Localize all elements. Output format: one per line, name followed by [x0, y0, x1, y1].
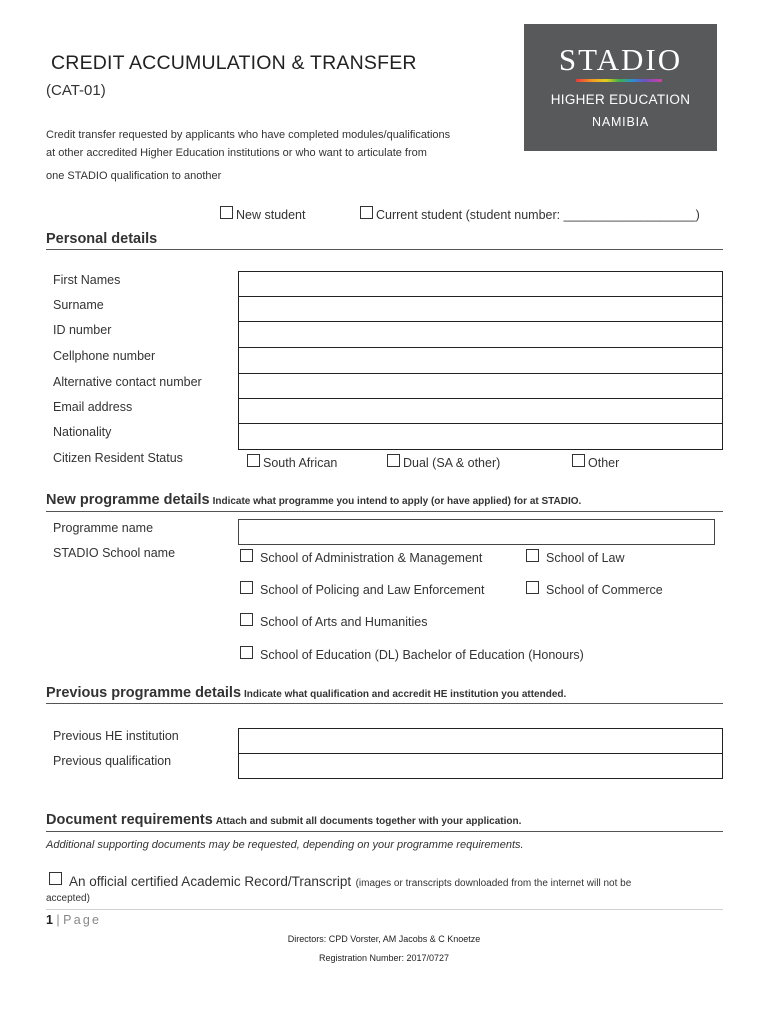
previous-programme-rule [46, 703, 723, 704]
new-student-label: New student [236, 208, 306, 222]
previous-programme-heading [46, 684, 566, 702]
school-education-checkbox[interactable] [240, 646, 253, 659]
first-names-field[interactable] [238, 271, 723, 297]
intro-line-1: Credit transfer requested by applicants who have completed modules/qualifications [46, 129, 451, 141]
alt-contact-field[interactable] [238, 373, 723, 399]
logo-color-bar [576, 79, 662, 82]
school-commerce-label: School of Commerce [546, 583, 663, 597]
cellphone-label: Cellphone number [53, 349, 156, 363]
id-number-label: ID number [53, 323, 112, 337]
previous-institution-field[interactable] [238, 728, 723, 754]
academic-record-checkbox[interactable] [49, 872, 62, 885]
logo-line-2: NAMIBIA [592, 115, 649, 129]
academic-record-label: An official certified Academic Record/Transcript [69, 874, 352, 889]
dual-checkbox[interactable] [387, 454, 400, 467]
document-requirements-rule [46, 831, 723, 832]
footer-rule [46, 909, 723, 910]
directors-line: Directors: CPD Vorster, AM Jacobs & C Knoetze [287, 934, 481, 944]
alt-contact-label: Alternative contact number [53, 375, 202, 389]
school-admin-checkbox[interactable] [240, 549, 253, 562]
email-label: Email address [53, 400, 133, 414]
page-separator: | [52, 913, 64, 927]
school-name-label: STADIO School name [53, 546, 176, 560]
school-arts-checkbox[interactable] [240, 613, 253, 626]
school-policing-checkbox[interactable] [240, 581, 253, 594]
form-title: CREDIT ACCUMULATION & TRANSFER [51, 52, 417, 74]
academic-record-note-cont: accepted) [46, 893, 90, 904]
surname-field[interactable] [238, 296, 723, 322]
logo-line-1: HIGHER EDUCATION [550, 92, 691, 107]
new-programme-rule [46, 511, 723, 512]
south-african-label: South African [263, 456, 338, 470]
programme-name-field[interactable] [238, 519, 715, 545]
document-requirements-heading [46, 811, 521, 829]
school-commerce-checkbox[interactable] [526, 581, 539, 594]
personal-details-heading [46, 230, 157, 248]
school-policing-label: School of Policing and Law Enforcement [260, 583, 485, 597]
email-field[interactable] [238, 398, 723, 424]
previous-programme-subtitle: Indicate what qualification and accredit HE institution you attended. [244, 689, 567, 700]
stadio-logo [524, 24, 717, 151]
intro-line-2: at other accredited Higher Education institutions or who want to articulate from [46, 147, 427, 159]
previous-qualification-field[interactable] [238, 753, 723, 779]
document-requirements-subtitle: Attach and submit all documents together with your application. [215, 816, 522, 827]
registration-line: Registration Number: 2017/0727 [318, 953, 450, 963]
page-number [46, 913, 101, 927]
school-law-label: School of Law [546, 551, 625, 565]
current-student-checkbox[interactable] [360, 206, 373, 219]
nationality-field[interactable] [238, 423, 723, 450]
new-programme-heading [46, 491, 581, 509]
personal-details-rule [46, 249, 723, 250]
document-requirements-title: Document requirements [46, 812, 213, 828]
surname-label: Surname [53, 298, 104, 312]
first-names-label: First Names [53, 273, 121, 287]
school-arts-label: School of Arts and Humanities [260, 615, 428, 629]
other-checkbox[interactable] [572, 454, 585, 467]
citizen-status-label: Citizen Resident Status [53, 451, 183, 465]
cellphone-field[interactable] [238, 347, 723, 374]
personal-details-title: Personal details [46, 231, 158, 247]
id-number-field[interactable] [238, 321, 723, 348]
new-programme-title: New programme details [46, 492, 210, 508]
nationality-label: Nationality [53, 425, 112, 439]
previous-qualification-label: Previous qualification [53, 754, 172, 768]
school-admin-label: School of Administration & Management [260, 551, 483, 565]
new-student-checkbox[interactable] [220, 206, 233, 219]
other-label: Other [588, 456, 620, 470]
page-number-value: 1 [46, 913, 53, 927]
new-programme-subtitle: Indicate what programme you intend to apply (or have applied) for at STADIO. [212, 496, 582, 507]
previous-programme-title: Previous programme details [46, 685, 242, 701]
programme-name-label: Programme name [53, 521, 154, 535]
south-african-checkbox[interactable] [247, 454, 260, 467]
intro-line-3: one STADIO qualification to another [46, 170, 222, 182]
school-education-label: School of Education (DL) Bachelor of Education (Honours) [260, 648, 584, 662]
current-student-label: Current student (student number: ___________________) [376, 208, 700, 222]
form-code: (CAT-01) [46, 82, 106, 99]
logo-brand: STADIO [558, 42, 683, 77]
academic-record-item [69, 873, 631, 891]
academic-record-note: (images or transcripts downloaded from the internet will not be [355, 878, 632, 889]
school-law-checkbox[interactable] [526, 549, 539, 562]
previous-institution-label: Previous HE institution [53, 729, 179, 743]
supporting-documents-note: Additional supporting documents may be requested, depending on your programme requirements. [46, 839, 524, 851]
dual-label: Dual (SA & other) [403, 456, 501, 470]
page-word: Page [63, 913, 102, 927]
